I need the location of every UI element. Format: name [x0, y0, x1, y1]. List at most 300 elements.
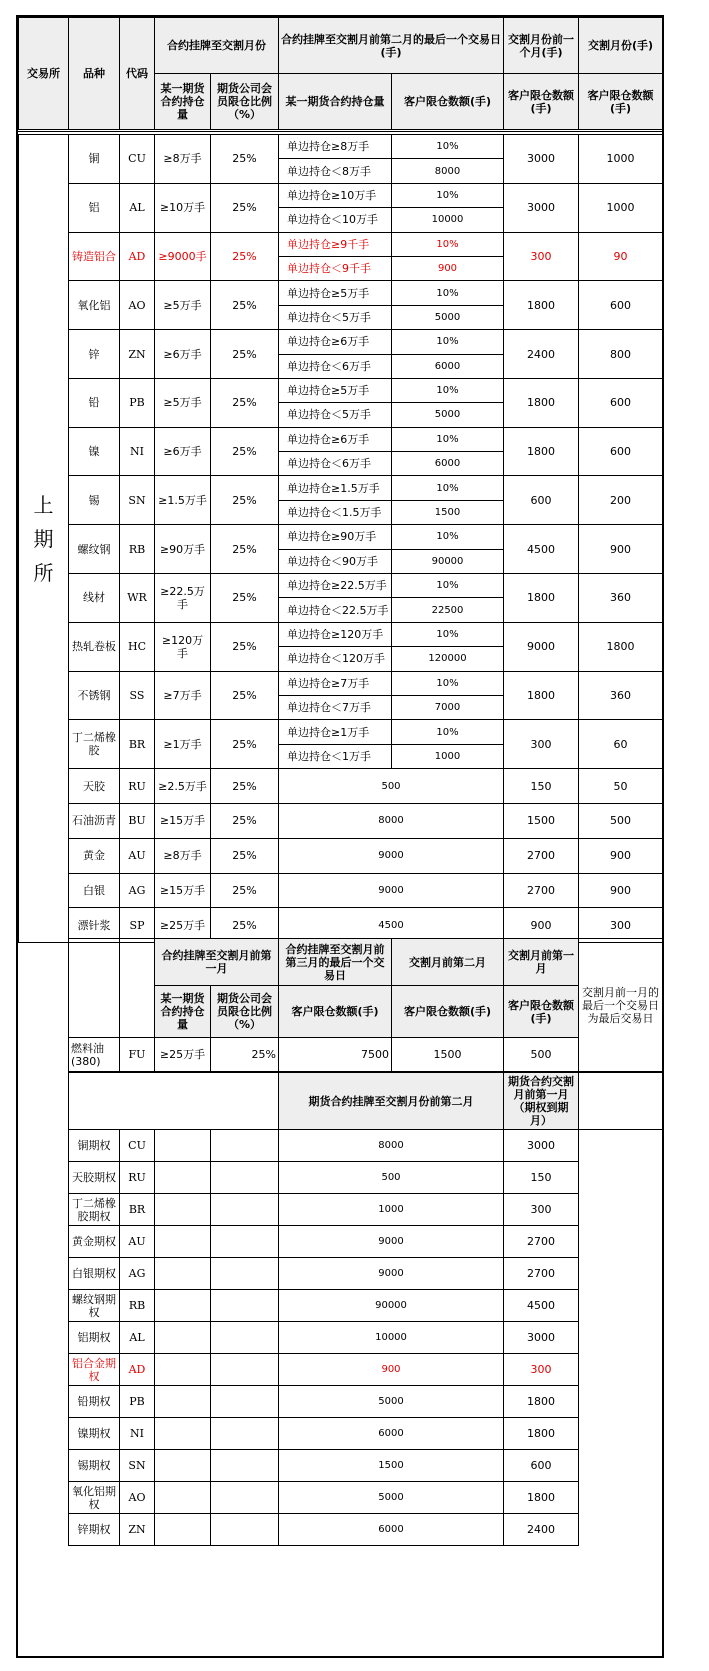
variety-name: 氧化铝: [69, 281, 120, 330]
client-limit: 8000: [279, 803, 504, 838]
option-row: [69, 1514, 663, 1546]
option-blank-2: [211, 1386, 279, 1418]
condition-above: 单边持仓≥9千手: [279, 232, 392, 256]
header-listing-to-delivery: 合约挂牌至交割月份: [155, 18, 279, 74]
member-ratio: 25%: [211, 838, 279, 873]
variety-name: 热轧卷板: [69, 622, 120, 671]
option-limit-second-month: 8000: [279, 1130, 504, 1162]
limit-month-before: 300: [504, 720, 579, 769]
header-oi-2: 某一期货合约持仓量: [279, 74, 392, 130]
member-ratio: 25%: [211, 574, 279, 623]
option-limit-second-month: 6000: [279, 1418, 504, 1450]
condition-above: 单边持仓≥6万手: [279, 427, 392, 451]
header-open-interest: 某一期货合约持仓量: [155, 74, 211, 130]
variety-code: WR: [120, 574, 155, 623]
limit-delivery-month: 1000: [579, 183, 663, 232]
open-interest-threshold: ≥5万手: [155, 378, 211, 427]
limit-above: 10%: [392, 622, 504, 646]
option-code: AD: [120, 1354, 155, 1386]
condition-above: 单边持仓≥90万手: [279, 525, 392, 549]
futures-table: [18, 134, 663, 943]
option-limit-expiry-month: 3000: [504, 1322, 579, 1354]
limit-month-before: 1800: [504, 378, 579, 427]
limit-below: 5000: [392, 403, 504, 427]
limit-month-before: 1500: [504, 803, 579, 838]
variety-code: AO: [120, 281, 155, 330]
option-blank-2: [211, 1514, 279, 1546]
option-name: 丁二烯橡胶期权: [69, 1194, 120, 1226]
fuel-sub-limit-1: 客户限仓数额(手): [279, 986, 392, 1038]
option-name: 铝期权: [69, 1322, 120, 1354]
header-month-before: 交割月份前一个月(手): [504, 18, 579, 74]
limit-month-before: 1800: [504, 427, 579, 476]
option-blank-2: [211, 1258, 279, 1290]
open-interest-threshold: ≥22.5万手: [155, 574, 211, 623]
option-row: [69, 1258, 663, 1290]
header-variety: 品种: [69, 18, 120, 130]
option-code: BR: [120, 1194, 155, 1226]
variety-name: 黄金: [69, 838, 120, 873]
option-row: [69, 1354, 663, 1386]
limit-below: 6000: [392, 452, 504, 476]
variety-code: AG: [120, 873, 155, 908]
limit-above: 10%: [392, 183, 504, 207]
header-client-limit: 客户限仓数额(手): [392, 74, 504, 130]
variety-code: CU: [120, 135, 155, 184]
option-code: AO: [120, 1482, 155, 1514]
options-right-blank: [579, 1073, 663, 1130]
option-limit-second-month: 9000: [279, 1226, 504, 1258]
limit-below: 7000: [392, 695, 504, 719]
variety-code: BU: [120, 803, 155, 838]
header-client-limit-2: 客户限仓数额(手): [504, 74, 579, 130]
option-limit-second-month: 1500: [279, 1450, 504, 1482]
condition-below: 单边持仓＜8万手: [279, 159, 392, 183]
option-row: [69, 1386, 663, 1418]
header-second-month: 合约挂牌至交割月前第二月的最后一个交易日(手): [279, 18, 504, 74]
option-blank-2: [211, 1418, 279, 1450]
variety-code: NI: [120, 427, 155, 476]
fuel-oil-table: [68, 938, 663, 1072]
option-blank-1: [155, 1418, 211, 1450]
header-member-ratio: 期货公司会员限仓比例（%）: [211, 74, 279, 130]
option-row: [69, 1162, 663, 1194]
option-limit-expiry-month: 4500: [504, 1290, 579, 1322]
limit-above: 10%: [392, 378, 504, 402]
condition-above: 单边持仓≥120万手: [279, 622, 392, 646]
limit-month-before: 1800: [504, 574, 579, 623]
condition-above: 单边持仓≥6万手: [279, 330, 392, 354]
limit-below: 6000: [392, 354, 504, 378]
limit-above: 10%: [392, 525, 504, 549]
variety-name: 铅: [69, 378, 120, 427]
member-ratio: 25%: [211, 330, 279, 379]
fuel-code: FU: [120, 1038, 155, 1072]
condition-above: 单边持仓≥5万手: [279, 281, 392, 305]
limit-month-before: 1800: [504, 671, 579, 720]
variety-name: 镍: [69, 427, 120, 476]
variety-name: 丁二烯橡胶: [69, 720, 120, 769]
limit-month-before: 1800: [504, 281, 579, 330]
limit-month-before: 300: [504, 232, 579, 281]
futures-row: [19, 232, 663, 256]
option-row: [69, 1290, 663, 1322]
futures-row: [19, 476, 663, 500]
limit-below: 5000: [392, 305, 504, 329]
open-interest-threshold: ≥15万手: [155, 803, 211, 838]
option-limit-second-month: 5000: [279, 1386, 504, 1418]
option-blank-1: [155, 1226, 211, 1258]
futures-row: [19, 838, 663, 873]
open-interest-threshold: ≥8万手: [155, 838, 211, 873]
limit-below: 90000: [392, 549, 504, 573]
option-row: [69, 1418, 663, 1450]
condition-above: 单边持仓≥8万手: [279, 135, 392, 159]
option-limit-second-month: 900: [279, 1354, 504, 1386]
futures-row: [19, 378, 663, 402]
open-interest-threshold: ≥25万手: [155, 908, 211, 943]
option-name: 铜期权: [69, 1130, 120, 1162]
variety-name: 漂针浆: [69, 908, 120, 943]
variety-name: 铜: [69, 135, 120, 184]
open-interest-threshold: ≥120万手: [155, 622, 211, 671]
option-limit-expiry-month: 1800: [504, 1418, 579, 1450]
member-ratio: 25%: [211, 720, 279, 769]
variety-name: 螺纹钢: [69, 525, 120, 574]
option-blank-1: [155, 1514, 211, 1546]
condition-below: 单边持仓＜90万手: [279, 549, 392, 573]
option-name: 锌期权: [69, 1514, 120, 1546]
variety-code: SP: [120, 908, 155, 943]
option-limit-expiry-month: 2400: [504, 1514, 579, 1546]
option-name: 螺纹钢期权: [69, 1290, 120, 1322]
option-row: [69, 1322, 663, 1354]
options-blank: [69, 1073, 279, 1130]
fuel-header-first-month: 交割月前第一月: [504, 939, 579, 986]
condition-below: 单边持仓＜7万手: [279, 695, 392, 719]
fuel-blank-code: [120, 939, 155, 1038]
member-ratio: 25%: [211, 232, 279, 281]
limit-delivery-month: 50: [579, 769, 663, 804]
limit-below: 900: [392, 256, 504, 280]
option-blank-1: [155, 1194, 211, 1226]
header-code: 代码: [120, 18, 155, 130]
variety-name: 天胶: [69, 769, 120, 804]
option-code: AG: [120, 1258, 155, 1290]
limit-delivery-month: 800: [579, 330, 663, 379]
fuel-sub-limit-2: 客户限仓数额(手): [392, 986, 504, 1038]
fuel-header-listing: 合约挂牌至交割月前第一月: [155, 939, 279, 986]
fuel-sub-limit-3: 客户限仓数额(手): [504, 986, 579, 1038]
futures-row: [19, 671, 663, 695]
limit-above: 10%: [392, 574, 504, 598]
condition-below: 单边持仓＜9千手: [279, 256, 392, 280]
variety-code: ZN: [120, 330, 155, 379]
option-blank-2: [211, 1354, 279, 1386]
option-limit-expiry-month: 1800: [504, 1386, 579, 1418]
header-exchange: 交易所: [19, 18, 69, 130]
client-limit: 9000: [279, 838, 504, 873]
futures-row: [19, 183, 663, 207]
limit-below: 22500: [392, 598, 504, 622]
option-limit-second-month: 1000: [279, 1194, 504, 1226]
futures-row: [19, 525, 663, 549]
option-limit-expiry-month: 1800: [504, 1482, 579, 1514]
option-blank-1: [155, 1482, 211, 1514]
limit-above: 10%: [392, 281, 504, 305]
member-ratio: 25%: [211, 281, 279, 330]
option-name: 氧化铝期权: [69, 1482, 120, 1514]
futures-row: [19, 427, 663, 451]
fuel-ratio: 25%: [211, 1038, 279, 1072]
option-blank-2: [211, 1450, 279, 1482]
member-ratio: 25%: [211, 908, 279, 943]
limit-below: 120000: [392, 647, 504, 671]
variety-name: 铸造铝合: [69, 232, 120, 281]
option-row: [69, 1450, 663, 1482]
futures-row: [19, 574, 663, 598]
open-interest-threshold: ≥6万手: [155, 427, 211, 476]
limit-month-before: 2700: [504, 873, 579, 908]
limit-month-before: 150: [504, 769, 579, 804]
option-limit-second-month: 10000: [279, 1322, 504, 1354]
limit-month-before: 4500: [504, 525, 579, 574]
limit-above: 10%: [392, 330, 504, 354]
limit-month-before: 3000: [504, 183, 579, 232]
open-interest-threshold: ≥90万手: [155, 525, 211, 574]
open-interest-threshold: ≥8万手: [155, 135, 211, 184]
condition-above: 单边持仓≥1.5万手: [279, 476, 392, 500]
variety-name: 不锈钢: [69, 671, 120, 720]
option-limit-second-month: 6000: [279, 1514, 504, 1546]
condition-above: 单边持仓≥1万手: [279, 720, 392, 744]
option-row: [69, 1226, 663, 1258]
fuel-oi: ≥25万手: [155, 1038, 211, 1072]
variety-code: AL: [120, 183, 155, 232]
variety-name: 线材: [69, 574, 120, 623]
option-limit-expiry-month: 3000: [504, 1130, 579, 1162]
limit-above: 10%: [392, 427, 504, 451]
variety-name: 锡: [69, 476, 120, 525]
variety-code: RU: [120, 769, 155, 804]
option-limit-expiry-month: 300: [504, 1194, 579, 1226]
condition-below: 单边持仓＜5万手: [279, 403, 392, 427]
header-divider: [18, 129, 662, 132]
option-blank-1: [155, 1130, 211, 1162]
condition-above: 单边持仓≥10万手: [279, 183, 392, 207]
fuel-limit-2: 1500: [392, 1038, 504, 1072]
client-limit: 4500: [279, 908, 504, 943]
limit-month-before: 600: [504, 476, 579, 525]
limit-above: 10%: [392, 720, 504, 744]
condition-below: 单边持仓＜5万手: [279, 305, 392, 329]
option-name: 天胶期权: [69, 1162, 120, 1194]
option-blank-2: [211, 1290, 279, 1322]
fuel-name: 燃料油(380): [69, 1038, 120, 1072]
limit-delivery-month: 360: [579, 671, 663, 720]
option-blank-1: [155, 1386, 211, 1418]
limit-month-before: 3000: [504, 135, 579, 184]
futures-row: [19, 135, 663, 159]
condition-above: 单边持仓≥7万手: [279, 671, 392, 695]
option-code: AU: [120, 1226, 155, 1258]
variety-name: 锌: [69, 330, 120, 379]
condition-below: 单边持仓＜1万手: [279, 744, 392, 768]
option-blank-1: [155, 1354, 211, 1386]
futures-row: [19, 720, 663, 744]
futures-row: [19, 622, 663, 646]
option-blank-1: [155, 1258, 211, 1290]
variety-code: AD: [120, 232, 155, 281]
member-ratio: 25%: [211, 769, 279, 804]
condition-below: 单边持仓＜6万手: [279, 354, 392, 378]
variety-code: RB: [120, 525, 155, 574]
fuel-sub-oi: 某一期货合约持仓量: [155, 986, 211, 1038]
option-limit-second-month: 90000: [279, 1290, 504, 1322]
limit-delivery-month: 1800: [579, 622, 663, 671]
option-name: 白银期权: [69, 1258, 120, 1290]
fuel-last-trading-note: 交割月前一月的最后一个交易日为最后交易日: [579, 939, 663, 1072]
position-limit-sheet: [16, 15, 664, 1658]
option-name: 镍期权: [69, 1418, 120, 1450]
member-ratio: 25%: [211, 476, 279, 525]
option-blank-2: [211, 1194, 279, 1226]
condition-below: 单边持仓＜120万手: [279, 647, 392, 671]
exchange-cell: 上 期 所: [19, 135, 69, 943]
limit-delivery-month: 60: [579, 720, 663, 769]
condition-above: 单边持仓≥5万手: [279, 378, 392, 402]
option-name: 铅期权: [69, 1386, 120, 1418]
option-blank-2: [211, 1226, 279, 1258]
option-row: [69, 1130, 663, 1162]
client-limit: 9000: [279, 873, 504, 908]
limit-month-before: 9000: [504, 622, 579, 671]
limit-above: 10%: [392, 476, 504, 500]
option-limit-expiry-month: 150: [504, 1162, 579, 1194]
member-ratio: 25%: [211, 183, 279, 232]
option-name: 锡期权: [69, 1450, 120, 1482]
limit-delivery-month: 900: [579, 525, 663, 574]
option-blank-2: [211, 1482, 279, 1514]
member-ratio: 25%: [211, 671, 279, 720]
variety-code: SN: [120, 476, 155, 525]
open-interest-threshold: ≥1.5万手: [155, 476, 211, 525]
fuel-blank-name: [69, 939, 120, 1038]
fuel-header-second-month: 交割月前第二月: [392, 939, 504, 986]
fuel-limit-1: 7500: [279, 1038, 392, 1072]
limit-month-before: 900: [504, 908, 579, 943]
option-blank-2: [211, 1162, 279, 1194]
option-limit-expiry-month: 2700: [504, 1226, 579, 1258]
limit-month-before: 2700: [504, 838, 579, 873]
variety-code: SS: [120, 671, 155, 720]
futures-row: [19, 769, 663, 804]
limit-above: 10%: [392, 135, 504, 159]
condition-below: 单边持仓＜22.5万手: [279, 598, 392, 622]
limit-delivery-month: 600: [579, 281, 663, 330]
member-ratio: 25%: [211, 622, 279, 671]
limit-delivery-month: 600: [579, 427, 663, 476]
open-interest-threshold: ≥7万手: [155, 671, 211, 720]
variety-code: AU: [120, 838, 155, 873]
option-code: NI: [120, 1418, 155, 1450]
option-blank-1: [155, 1162, 211, 1194]
option-limit-second-month: 500: [279, 1162, 504, 1194]
condition-below: 单边持仓＜10万手: [279, 208, 392, 232]
limit-below: 10000: [392, 208, 504, 232]
option-blank-1: [155, 1450, 211, 1482]
limit-above: 10%: [392, 671, 504, 695]
open-interest-threshold: ≥10万手: [155, 183, 211, 232]
option-row: [69, 1194, 663, 1226]
limit-delivery-month: 900: [579, 838, 663, 873]
variety-name: 铝: [69, 183, 120, 232]
variety-code: BR: [120, 720, 155, 769]
option-row: [69, 1482, 663, 1514]
member-ratio: 25%: [211, 378, 279, 427]
variety-code: PB: [120, 378, 155, 427]
member-ratio: 25%: [211, 427, 279, 476]
options-table: [68, 1072, 663, 1546]
futures-row: [19, 873, 663, 908]
header-delivery-month: 交割月份(手): [579, 18, 663, 74]
limit-delivery-month: 90: [579, 232, 663, 281]
limit-delivery-month: 200: [579, 476, 663, 525]
open-interest-threshold: ≥15万手: [155, 873, 211, 908]
option-code: RB: [120, 1290, 155, 1322]
limit-delivery-month: 360: [579, 574, 663, 623]
option-limit-second-month: 9000: [279, 1258, 504, 1290]
futures-row: [19, 330, 663, 354]
option-blank-2: [211, 1130, 279, 1162]
option-limit-expiry-month: 2700: [504, 1258, 579, 1290]
option-blank-1: [155, 1290, 211, 1322]
limit-below: 1000: [392, 744, 504, 768]
limit-below: 8000: [392, 159, 504, 183]
condition-below: 单边持仓＜1.5万手: [279, 500, 392, 524]
member-ratio: 25%: [211, 135, 279, 184]
open-interest-threshold: ≥1万手: [155, 720, 211, 769]
open-interest-threshold: ≥6万手: [155, 330, 211, 379]
condition-below: 单边持仓＜6万手: [279, 452, 392, 476]
member-ratio: 25%: [211, 873, 279, 908]
options-header-expiry-month: 期货合约交割月前第一月（期权到期月）: [504, 1073, 579, 1130]
option-name: 铝合金期权: [69, 1354, 120, 1386]
condition-above: 单边持仓≥22.5万手: [279, 574, 392, 598]
fuel-limit-3: 500: [504, 1038, 579, 1072]
option-blank-1: [155, 1322, 211, 1354]
limit-delivery-month: 600: [579, 378, 663, 427]
option-code: ZN: [120, 1514, 155, 1546]
option-code: RU: [120, 1162, 155, 1194]
limit-delivery-month: 900: [579, 873, 663, 908]
option-limit-expiry-month: 300: [504, 1354, 579, 1386]
option-limit-second-month: 5000: [279, 1482, 504, 1514]
options-header-second-month: 期货合约挂牌至交割月份前第二月: [279, 1073, 504, 1130]
variety-name: 白银: [69, 873, 120, 908]
option-limit-expiry-month: 600: [504, 1450, 579, 1482]
option-code: CU: [120, 1130, 155, 1162]
member-ratio: 25%: [211, 525, 279, 574]
open-interest-threshold: ≥2.5万手: [155, 769, 211, 804]
option-code: SN: [120, 1450, 155, 1482]
option-code: PB: [120, 1386, 155, 1418]
limit-above: 10%: [392, 232, 504, 256]
member-ratio: 25%: [211, 803, 279, 838]
futures-row: [19, 803, 663, 838]
futures-row: [19, 281, 663, 305]
open-interest-threshold: ≥5万手: [155, 281, 211, 330]
